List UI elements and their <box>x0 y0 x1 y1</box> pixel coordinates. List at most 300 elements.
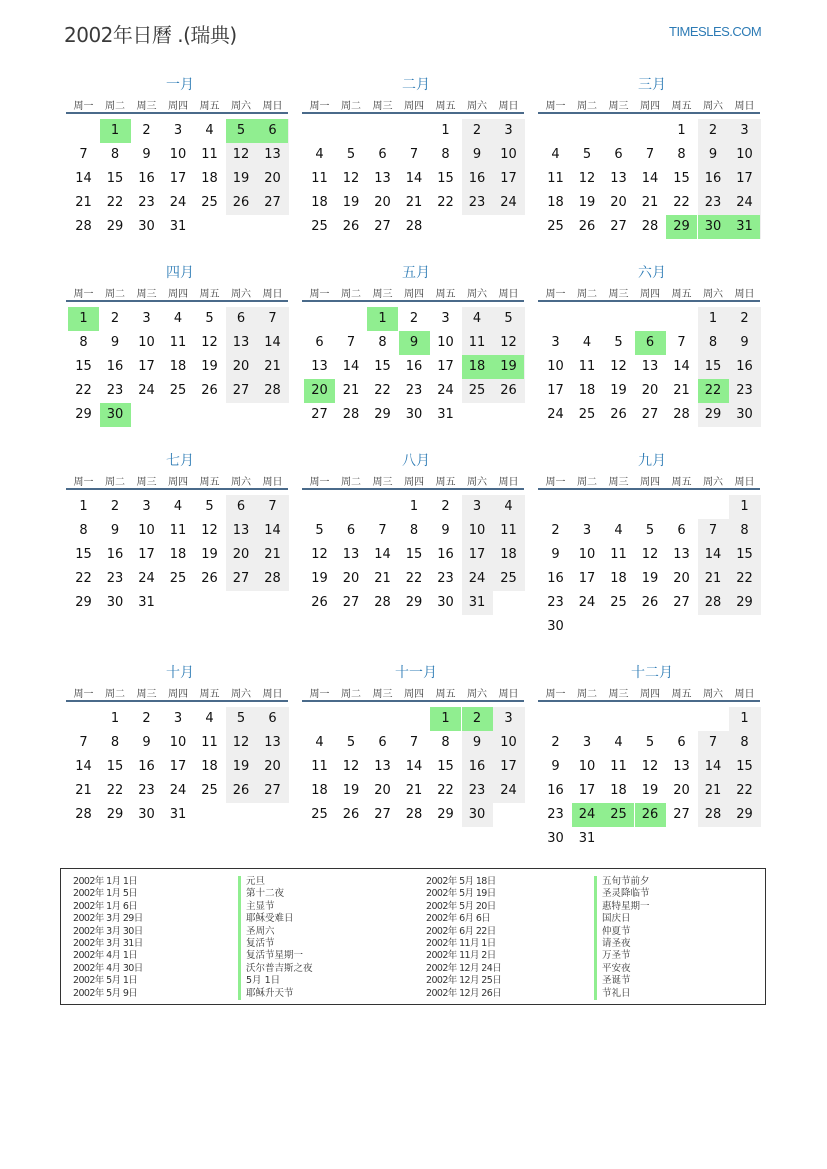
weekday-label: 周二 <box>105 289 125 300</box>
holiday-date: 2002年 5月 18日 <box>426 876 496 887</box>
day-cell: 23 <box>106 571 124 586</box>
day-cell: 17 <box>169 171 187 186</box>
day-cell: 25 <box>610 595 627 610</box>
weekday-label: 周五 <box>435 101 456 112</box>
day-cell: 29 <box>405 595 423 610</box>
day-cell: 14 <box>75 759 92 774</box>
holiday-date: 2002年 11月 2日 <box>426 950 496 962</box>
day-cell: 6 <box>677 735 686 750</box>
day-cell: 21 <box>264 547 281 562</box>
day-cell: 13 <box>610 171 627 186</box>
weekday-label: 周二 <box>341 689 361 700</box>
weekday-label: 周四 <box>168 477 188 488</box>
weekday-label: 周一 <box>545 289 566 300</box>
day-cell: 22 <box>736 783 753 798</box>
day-cell: 6 <box>236 311 246 326</box>
day-cell: 23 <box>704 195 722 210</box>
month-name: 八月 <box>402 453 430 469</box>
day-cell: 26 <box>500 383 517 398</box>
day-cell: 14 <box>374 547 391 562</box>
day-cell: 26 <box>201 383 218 398</box>
day-cell: 9 <box>142 147 151 162</box>
holiday-name: 第十二夜 <box>238 888 313 900</box>
day-cell: 21 <box>641 195 659 210</box>
day-cell: 25 <box>201 195 218 210</box>
day-cell: 3 <box>504 123 513 138</box>
day-cell: 4 <box>582 335 592 350</box>
day-cell: 22 <box>673 195 690 210</box>
day-cell: 21 <box>75 195 92 210</box>
month-name: 三月 <box>638 77 666 93</box>
day-cell: 8 <box>740 523 749 538</box>
weekday-label: 周五 <box>435 477 456 488</box>
day-cell: 21 <box>673 383 690 398</box>
day-cell-holiday: 9 <box>399 331 430 355</box>
day-cell: 27 <box>610 219 627 234</box>
day-cell: 10 <box>500 735 517 750</box>
day-cell: 9 <box>551 759 560 774</box>
day-cell: 22 <box>374 383 391 398</box>
day-cell: 16 <box>138 759 155 774</box>
day-cell-holiday: 30 <box>100 403 131 427</box>
day-cell: 25 <box>547 219 564 234</box>
day-cell: 4 <box>551 147 560 162</box>
day-cell: 10 <box>736 147 753 162</box>
header-rule <box>302 700 524 702</box>
day-cell: 16 <box>704 171 722 186</box>
day-cell: 2 <box>551 735 560 750</box>
day-cell: 7 <box>409 735 419 750</box>
day-cell: 14 <box>704 759 722 774</box>
day-cell: 23 <box>138 195 155 210</box>
day-cell: 30 <box>437 595 454 610</box>
day-cell: 2 <box>142 123 151 138</box>
day-cell: 3 <box>142 311 151 326</box>
day-cell: 25 <box>500 571 517 586</box>
day-cell: 2 <box>409 311 419 326</box>
day-cell: 23 <box>547 807 564 822</box>
site-logo[interactable]: TIMESLES.COM <box>669 24 762 39</box>
day-cell: 5 <box>205 499 214 514</box>
weekday-label: 周四 <box>404 101 424 112</box>
day-cell: 12 <box>201 523 218 538</box>
day-cell: 7 <box>79 147 88 162</box>
day-cell: 7 <box>268 311 277 326</box>
holiday-name: 节礼日 <box>594 988 650 1000</box>
day-cell: 13 <box>232 523 250 538</box>
day-cell: 16 <box>138 171 155 186</box>
day-cell: 12 <box>232 735 250 750</box>
day-cell: 20 <box>264 759 281 774</box>
day-cell: 13 <box>311 359 328 374</box>
month-name: 四月 <box>166 265 194 281</box>
holiday-date: 2002年 5月 20日 <box>426 900 496 912</box>
day-cell: 26 <box>342 807 360 822</box>
day-cell: 27 <box>673 595 690 610</box>
day-cell: 13 <box>374 759 391 774</box>
day-cell: 27 <box>232 383 250 398</box>
day-cell: 18 <box>311 195 328 210</box>
holiday-date: 2002年 3月 31日 <box>73 938 143 950</box>
day-cell: 27 <box>264 195 281 210</box>
day-cell: 13 <box>264 735 281 750</box>
day-cell: 20 <box>673 783 690 798</box>
day-cell: 23 <box>468 195 486 210</box>
weekday-label: 周二 <box>341 101 361 112</box>
day-cell: 7 <box>268 499 277 514</box>
day-cell: 19 <box>232 171 250 186</box>
day-cell: 2 <box>441 499 450 514</box>
day-cell: 19 <box>201 359 218 374</box>
day-cell: 17 <box>468 547 486 562</box>
day-cell: 26 <box>232 783 250 798</box>
weekday-label: 周一 <box>545 477 566 488</box>
holiday-date: 2002年 1月 5日 <box>73 888 138 900</box>
day-cell: 28 <box>374 595 391 610</box>
day-cell: 15 <box>106 171 124 186</box>
weekday-label: 周六 <box>231 101 251 112</box>
day-cell: 30 <box>138 807 155 822</box>
weekday-label: 周一 <box>73 101 94 112</box>
day-cell: 17 <box>547 383 564 398</box>
day-cell: 28 <box>342 407 360 422</box>
day-cell: 25 <box>468 383 486 398</box>
day-cell: 23 <box>405 383 423 398</box>
day-cell: 5 <box>614 335 623 350</box>
holiday-date: 2002年 6月 22日 <box>426 925 496 937</box>
weekday-label: 周六 <box>467 101 487 112</box>
day-cell: 16 <box>437 547 454 562</box>
day-cell: 9 <box>110 335 120 350</box>
day-cell: 11 <box>201 735 218 750</box>
day-cell: 16 <box>106 359 124 374</box>
weekday-label: 周五 <box>199 101 220 112</box>
header-rule <box>302 488 524 490</box>
day-cell: 20 <box>610 195 627 210</box>
day-cell: 24 <box>437 383 454 398</box>
holiday-dates-col-2 <box>426 876 501 1000</box>
header-rule <box>66 488 288 490</box>
weekday-label: 周二 <box>105 689 125 700</box>
day-cell: 1 <box>110 711 120 726</box>
weekday-label: 周三 <box>372 477 393 488</box>
header-rule <box>538 300 760 302</box>
day-cell: 13 <box>374 171 391 186</box>
day-cell: 11 <box>169 335 187 350</box>
weekday-label: 周二 <box>577 289 597 300</box>
day-cell-holiday: 24 <box>572 803 603 827</box>
day-cell-holiday: 29 <box>666 215 697 239</box>
day-cell: 1 <box>740 499 749 514</box>
day-cell: 22 <box>75 571 92 586</box>
day-cell: 8 <box>79 335 88 350</box>
day-cell: 25 <box>311 219 328 234</box>
holiday-list <box>60 868 766 1005</box>
day-cell: 20 <box>232 547 250 562</box>
weekday-label: 周日 <box>498 289 519 300</box>
day-cell: 6 <box>378 735 387 750</box>
day-cell: 19 <box>641 571 659 586</box>
day-cell: 6 <box>378 147 387 162</box>
weekday-label: 周三 <box>608 289 629 300</box>
day-cell-holiday: 1 <box>430 707 461 731</box>
holiday-name: 圣灵降临节 <box>594 888 650 900</box>
holiday-date: 2002年 4月 30日 <box>73 962 143 974</box>
day-cell: 19 <box>342 783 360 798</box>
day-cell: 22 <box>437 195 454 210</box>
weekday-label: 周三 <box>608 101 629 112</box>
weekday-label: 周日 <box>734 101 755 112</box>
holiday-date: 2002年 11月 1日 <box>426 938 496 950</box>
weekday-label: 周六 <box>231 289 251 300</box>
day-cell: 11 <box>610 759 627 774</box>
weekday-label: 周四 <box>640 289 660 300</box>
holiday-dates-col-1 <box>73 876 143 1000</box>
day-cell: 31 <box>169 219 187 234</box>
day-cell-holiday: 25 <box>603 803 634 827</box>
page-title: 2002年日曆 .(瑞典) <box>64 23 237 47</box>
weekday-label: 周一 <box>309 101 330 112</box>
day-cell: 4 <box>173 499 183 514</box>
day-cell: 11 <box>201 147 218 162</box>
day-cell: 24 <box>500 783 517 798</box>
day-cell-holiday: 18 <box>462 355 493 379</box>
holiday-name: 主显节 <box>238 901 313 913</box>
day-cell: 25 <box>169 571 187 586</box>
day-cell: 11 <box>547 171 564 186</box>
weekday-label: 周六 <box>467 289 487 300</box>
weekday-label: 周六 <box>703 689 723 700</box>
day-cell: 12 <box>232 147 250 162</box>
day-cell: 23 <box>736 383 753 398</box>
day-cell-holiday: 6 <box>635 331 666 355</box>
day-cell: 14 <box>264 335 281 350</box>
day-cell: 28 <box>704 807 722 822</box>
day-cell: 15 <box>673 171 690 186</box>
day-cell: 21 <box>704 783 722 798</box>
holiday-date: 2002年 5月 19日 <box>426 888 496 900</box>
day-cell: 28 <box>405 219 423 234</box>
day-cell: 21 <box>374 571 391 586</box>
day-cell: 9 <box>142 735 151 750</box>
day-cell: 16 <box>468 759 486 774</box>
weekday-label: 周三 <box>608 689 629 700</box>
day-cell: 22 <box>106 195 124 210</box>
day-cell: 12 <box>342 759 360 774</box>
day-cell: 19 <box>311 571 328 586</box>
weekday-label: 周三 <box>372 689 393 700</box>
holiday-date: 2002年 12月 24日 <box>426 962 502 974</box>
day-cell: 5 <box>236 711 246 726</box>
day-cell: 6 <box>315 335 324 350</box>
weekday-label: 周五 <box>671 477 692 488</box>
weekday-label: 周五 <box>199 289 220 300</box>
day-cell: 16 <box>405 359 423 374</box>
day-cell: 12 <box>342 171 360 186</box>
day-cell: 5 <box>205 311 214 326</box>
day-cell: 8 <box>110 735 120 750</box>
day-cell: 5 <box>504 311 513 326</box>
weekday-label: 周一 <box>545 101 566 112</box>
day-cell: 22 <box>405 571 423 586</box>
holiday-name: 平安夜 <box>594 963 650 975</box>
header-rule <box>538 488 760 490</box>
day-cell: 8 <box>740 735 749 750</box>
day-cell: 24 <box>169 195 187 210</box>
weekday-label: 周六 <box>703 477 723 488</box>
day-cell: 24 <box>468 571 486 586</box>
day-cell: 24 <box>138 571 155 586</box>
day-cell-holiday: 20 <box>304 379 335 403</box>
holiday-name: 复活节 <box>238 938 313 950</box>
day-cell: 20 <box>673 571 690 586</box>
weekday-label: 周二 <box>105 477 125 488</box>
day-cell: 20 <box>374 195 391 210</box>
day-cell: 26 <box>232 195 250 210</box>
day-cell: 1 <box>708 311 718 326</box>
day-cell: 5 <box>346 147 356 162</box>
day-cell: 7 <box>79 735 88 750</box>
weekday-label: 周五 <box>671 689 692 700</box>
weekday-label: 周三 <box>372 101 393 112</box>
day-cell: 24 <box>736 195 753 210</box>
day-cell: 20 <box>232 359 250 374</box>
day-cell: 15 <box>704 359 722 374</box>
holiday-name: 复活节星期一 <box>238 950 313 962</box>
day-cell: 26 <box>641 595 659 610</box>
weekday-label: 周日 <box>498 689 519 700</box>
day-cell: 30 <box>468 807 486 822</box>
weekday-label: 周日 <box>734 289 755 300</box>
day-cell: 6 <box>236 499 246 514</box>
day-cell: 21 <box>405 783 423 798</box>
header-rule <box>302 300 524 302</box>
day-cell: 26 <box>311 595 328 610</box>
day-cell: 17 <box>138 547 155 562</box>
weekday-label: 周六 <box>703 101 723 112</box>
day-cell: 10 <box>169 735 187 750</box>
day-cell: 7 <box>645 147 655 162</box>
day-cell-holiday: 30 <box>698 215 729 239</box>
day-cell: 10 <box>437 335 454 350</box>
weekday-label: 周一 <box>73 689 94 700</box>
day-cell: 2 <box>708 123 718 138</box>
day-cell: 22 <box>75 383 92 398</box>
day-cell-holiday: 6 <box>257 119 288 143</box>
weekday-label: 周五 <box>435 689 456 700</box>
holiday-date: 2002年 1月 1日 <box>73 876 138 887</box>
day-cell: 3 <box>740 123 749 138</box>
day-cell: 28 <box>264 571 281 586</box>
day-cell: 6 <box>614 147 623 162</box>
holiday-name: 沃尔普吉斯之夜 <box>238 963 313 975</box>
weekday-label: 周二 <box>577 101 597 112</box>
day-cell: 30 <box>405 407 423 422</box>
day-cell: 30 <box>138 219 155 234</box>
day-cell: 5 <box>582 147 592 162</box>
day-cell: 18 <box>169 547 187 562</box>
day-cell: 14 <box>405 171 423 186</box>
day-cell: 3 <box>504 711 513 726</box>
day-cell: 2 <box>110 499 120 514</box>
day-cell: 9 <box>110 523 120 538</box>
weekday-label: 周一 <box>309 477 330 488</box>
day-cell: 22 <box>437 783 454 798</box>
weekday-label: 周日 <box>498 477 519 488</box>
day-cell: 17 <box>437 359 454 374</box>
day-cell: 3 <box>582 523 592 538</box>
day-cell: 28 <box>75 219 92 234</box>
day-cell: 18 <box>311 783 328 798</box>
day-cell: 3 <box>173 711 183 726</box>
weekday-label: 周四 <box>168 289 188 300</box>
day-cell: 23 <box>437 571 454 586</box>
day-cell: 21 <box>342 383 360 398</box>
header-rule <box>66 112 288 114</box>
day-cell: 7 <box>346 335 356 350</box>
day-cell: 19 <box>578 195 596 210</box>
holiday-name: 圣诞节 <box>594 975 650 987</box>
day-cell: 17 <box>169 759 187 774</box>
day-cell: 29 <box>704 407 722 422</box>
day-cell: 4 <box>205 123 214 138</box>
month-name: 一月 <box>166 77 194 93</box>
holiday-date: 2002年 1月 6日 <box>73 900 138 912</box>
day-cell: 24 <box>547 407 564 422</box>
day-cell: 24 <box>578 595 596 610</box>
day-cell: 29 <box>374 407 391 422</box>
holiday-date: 2002年 5月 9日 <box>73 987 138 999</box>
day-cell: 8 <box>378 335 387 350</box>
holiday-date: 2002年 4月 1日 <box>73 950 138 962</box>
day-cell: 15 <box>75 359 92 374</box>
day-cell: 19 <box>641 783 659 798</box>
day-cell: 8 <box>441 735 450 750</box>
day-cell: 15 <box>736 547 753 562</box>
day-cell: 9 <box>740 335 749 350</box>
weekday-label: 周二 <box>577 689 597 700</box>
day-cell: 15 <box>736 759 753 774</box>
weekday-label: 周日 <box>262 477 283 488</box>
day-cell: 18 <box>578 383 596 398</box>
day-cell: 16 <box>547 783 564 798</box>
day-cell: 24 <box>169 783 187 798</box>
weekday-label: 周五 <box>671 289 692 300</box>
day-cell: 12 <box>500 335 517 350</box>
day-cell: 29 <box>75 407 92 422</box>
day-cell: 5 <box>645 523 655 538</box>
day-cell: 23 <box>468 783 486 798</box>
weekday-label: 周一 <box>309 689 330 700</box>
weekday-label: 周三 <box>608 477 629 488</box>
day-cell: 29 <box>106 219 124 234</box>
weekday-label: 周三 <box>136 289 157 300</box>
day-cell: 18 <box>547 195 564 210</box>
weekday-label: 周一 <box>73 289 94 300</box>
holiday-name: 请圣夜 <box>594 938 650 950</box>
day-cell: 10 <box>500 147 517 162</box>
weekday-label: 周二 <box>577 477 597 488</box>
day-cell: 14 <box>641 171 659 186</box>
day-cell: 4 <box>315 147 324 162</box>
day-cell: 1 <box>441 123 450 138</box>
day-cell: 1 <box>740 711 749 726</box>
day-cell: 11 <box>311 171 328 186</box>
day-cell: 15 <box>106 759 124 774</box>
weekday-label: 周四 <box>640 101 660 112</box>
day-cell: 7 <box>378 523 387 538</box>
day-cell: 12 <box>641 759 659 774</box>
